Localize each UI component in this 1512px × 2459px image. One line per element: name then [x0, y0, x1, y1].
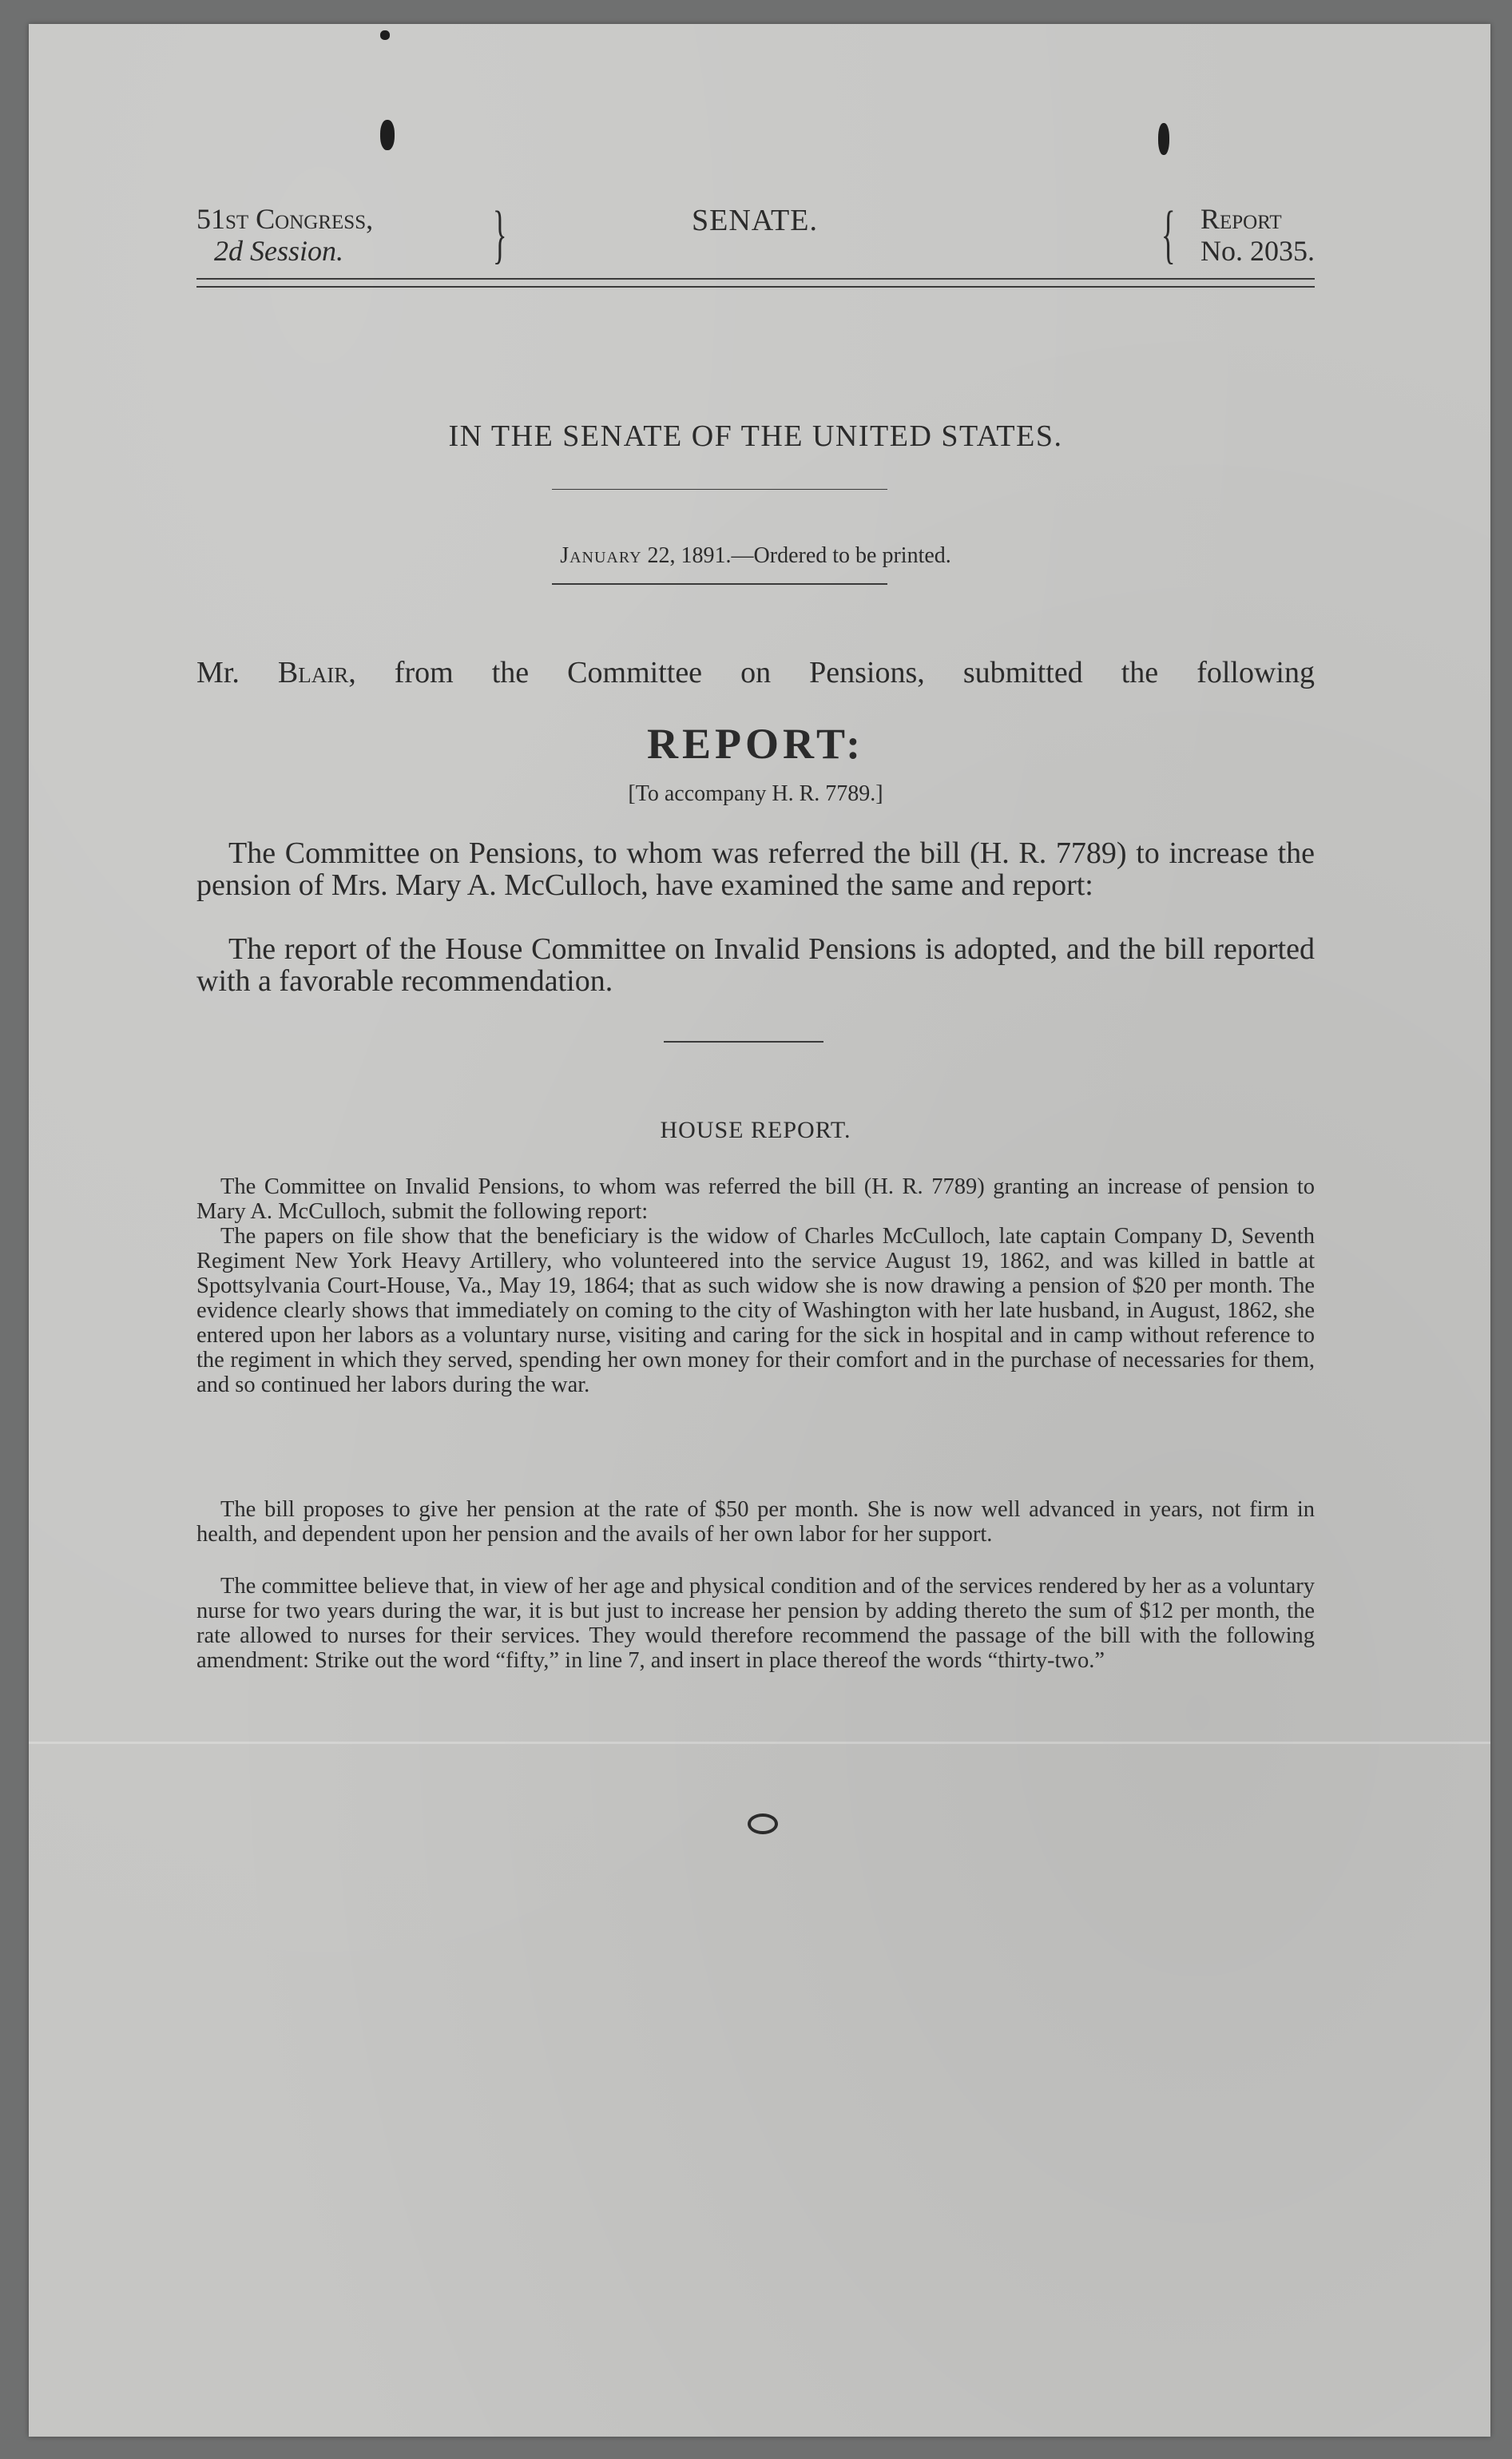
- document-page: [29, 24, 1490, 2437]
- rule-above-date: [552, 489, 887, 490]
- ink-mark-right: [1158, 123, 1169, 155]
- report-heading: REPORT:: [646, 720, 865, 768]
- rule-below-date: [552, 583, 887, 585]
- end-mark-icon: [748, 1813, 778, 1834]
- report-number: No. 2035.: [1200, 235, 1315, 267]
- congress-session: [196, 203, 373, 267]
- header-double-rule: [196, 278, 1315, 288]
- date-line: [196, 543, 1315, 569]
- fold-line: [29, 1742, 1490, 1744]
- chamber-label: SENATE.: [692, 204, 818, 237]
- house-report-paragraph-2: The papers on file show that the beneficiary is the widow of Charles McCulloch, late captain Company D, Seventh Regiment New York Heavy Artillery, who volunteered into the service August 19, 1862, and was killed in battle at Spottsylvania Court-House, Va., May 19, 1864; that as such widow she is now drawing a pension of $20 per month. The evidence clearly shows that immediately on coming to the city of Washington with her late husband, in August, 1862, she entered upon her labors as a voluntary nurse, visiting and caring for the sick in hospital and in camp without reference to the regiment in which they served, spending her own money for their comfort and in the purchase of necessaries for them, and so continued her labors during the war.: [196, 1224, 1315, 1397]
- congress-label: 51st Congress,: [196, 203, 374, 235]
- house-report-heading: HOUSE REPORT.: [660, 1117, 851, 1143]
- report-number-block: [1200, 203, 1315, 267]
- ink-mark-top: [380, 120, 395, 150]
- submitted-rest: , from the Committee on Pensions, submitted the following: [348, 656, 1315, 689]
- date-rest: 22, 1891.—Ordered to be printed.: [641, 543, 951, 568]
- report-label: Report: [1200, 203, 1282, 235]
- senator-name: Blair: [277, 656, 349, 689]
- senate-report-paragraph-2: The report of the House Committee on Invalid Pensions is adopted, and the bill reported with a favorable recommendation.: [196, 932, 1315, 998]
- ink-dot-top: [380, 30, 390, 40]
- senate-report-paragraph-1: The Committee on Pensions, to whom was referred the bill (H. R. 7789) to increase the pension of Mrs. Mary A. McCulloch, have examined the same and report:: [196, 836, 1315, 902]
- submission-line: [196, 655, 1315, 690]
- submitted-prefix: Mr.: [196, 656, 278, 689]
- brace-left: }: [492, 197, 507, 270]
- brace-right: {: [1161, 197, 1176, 270]
- date-month: January: [560, 543, 642, 568]
- document-header: [196, 174, 1315, 270]
- rule-above-house-report: [664, 1041, 823, 1043]
- house-report-paragraph-4: The committee believe that, in view of her age and physical condition and of the services rendered by her as a voluntary nurse for two years during the war, it is but just to increase her pension by adding thereto the sum of $12 per month, the rate allowed to nurses for their services. They would therefore recommend the passage of the bill with the following amendment: Strike out the word “fifty,” in line 7, and insert in place thereof the words “thirty-two.”: [196, 1574, 1315, 1673]
- house-report-paragraph-1: The Committee on Invalid Pensions, to whom was referred the bill (H. R. 7789) granting an increase of pension to Mary A. McCulloch, submit the following report:: [196, 1174, 1315, 1224]
- session-label: 2d Session.: [214, 235, 343, 267]
- accompany-note: [To accompany H. R. 7789.]: [628, 781, 883, 806]
- house-report-paragraph-3: The bill proposes to give her pension at the rate of $50 per month. She is now well advanced in years, not firm in health, and dependent upon her pension and the avails of her own labor for her support.: [196, 1497, 1315, 1547]
- senate-title: IN THE SENATE OF THE UNITED STATES.: [448, 419, 1063, 453]
